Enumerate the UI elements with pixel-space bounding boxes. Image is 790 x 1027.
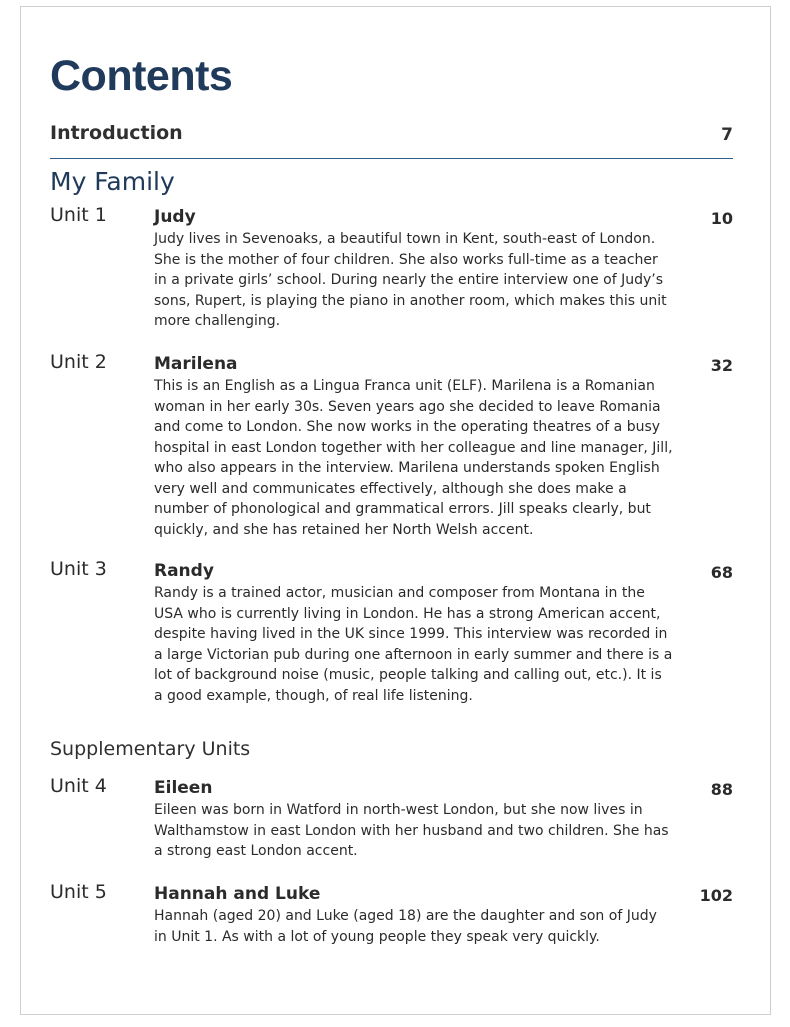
unit-label: Unit 4	[50, 775, 107, 797]
unit-name: Judy	[154, 207, 196, 227]
section-title-supplementary: Supplementary Units	[50, 738, 251, 760]
unit-description: Judy lives in Sevenoaks, a beautiful town in Kent, south-east of London. She is the mother of four children. She also works full-time as a teacher in a private girls’ school. During nearly the entire interview one of Judy’s sons, Rupert, is playing the piano in another room, which makes this unit more challenging.	[154, 231, 667, 329]
section-title-my-family: My Family	[50, 167, 175, 196]
unit-label: Unit 5	[50, 881, 107, 903]
unit-description: Randy is a trained actor, musician and composer from Montana in the USA who is currently living in London. He has a strong American accent, despite having lived in the UK since 1999. This interview was recorded in a large Victorian pub during one afternoon in early summer and there is a lot of background noise (music, people talking and calling out, etc.). It is a good example, though, of real life listening.	[154, 585, 673, 704]
unit-page-number: 32	[710, 356, 733, 375]
unit-description: Eileen was born in Watford in north-west London, but she now lives in Walthamstow in east London with her husband and two children. She has a strong east London accent.	[154, 802, 669, 859]
unit-description: This is an English as a Lingua Franca unit (ELF). Marilena is a Romanian woman in her early 30s. Seven years ago she decided to leave Romania and come to London. She now works in the operating theatres of a busy hospital in east London together with her colleague and line manager, Jill, who also appears in the interview. Marilena understands spoken English very well and communicates effectively, although she does make a number of phonological and grammatical errors. Jill speaks clearly, but quickly, and she has retained her North Welsh accent.	[154, 378, 673, 538]
unit-name: Eileen	[154, 778, 213, 798]
unit-label: Unit 3	[50, 558, 107, 580]
unit-page-number: 68	[710, 563, 733, 582]
unit-description: Hannah (aged 20) and Luke (aged 18) are the daughter and son of Judy in Unit 1. As with a lot of young people they speak very quickly.	[154, 908, 657, 945]
unit-label: Unit 2	[50, 351, 107, 373]
page-title: Contents	[50, 52, 233, 100]
unit-page-number: 10	[710, 209, 733, 228]
introduction-page-number: 7	[721, 125, 733, 145]
unit-page-number: 88	[710, 780, 733, 799]
unit-label: Unit 1	[50, 204, 107, 226]
unit-name: Randy	[154, 561, 214, 581]
unit-name: Marilena	[154, 354, 238, 374]
unit-name: Hannah and Luke	[154, 884, 321, 904]
divider-rule	[50, 158, 733, 159]
unit-page-number: 102	[699, 886, 733, 905]
introduction-label: Introduction	[50, 122, 183, 144]
